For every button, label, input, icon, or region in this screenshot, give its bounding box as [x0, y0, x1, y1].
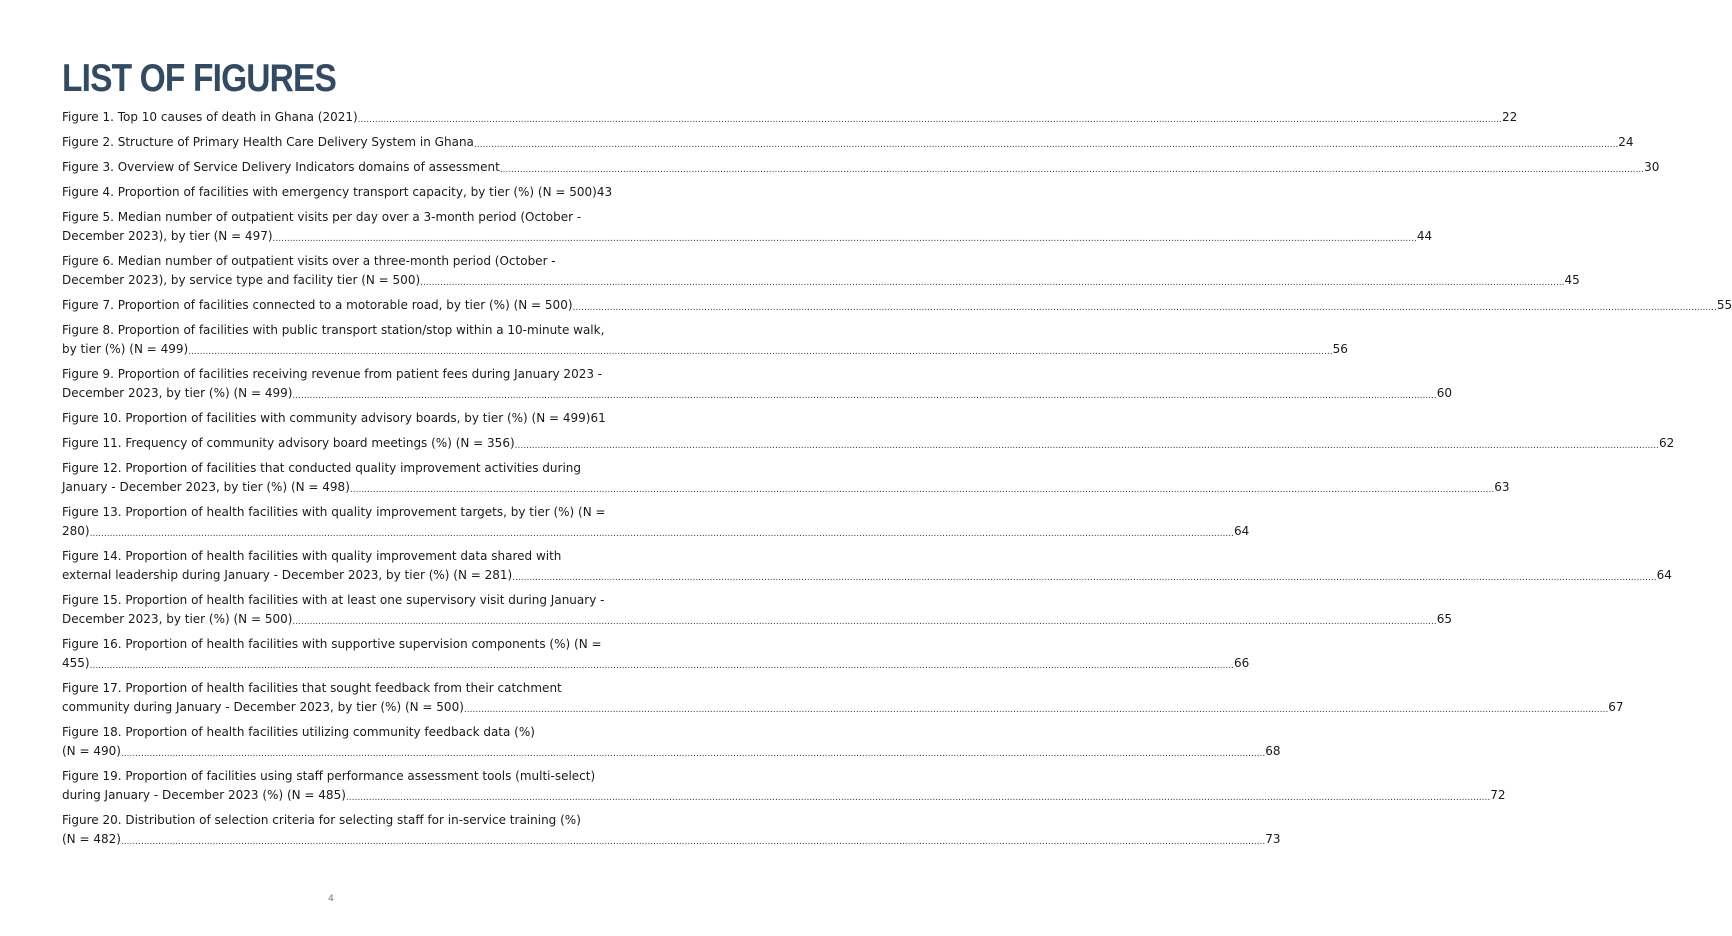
figure-entry[interactable] [62, 409, 606, 428]
figure-entry-text: Figure 1. Top 10 causes of death in Ghana (2021) [62, 110, 358, 124]
figure-page-number: 66 [1233, 656, 1250, 670]
dot-leader: ................................................................................................................................................................................................................................................................................................................................................................................................................ [473, 140, 1619, 150]
dot-leader: ................................................................................................................................................................................................................................................................................................................................................................................................................ [89, 529, 1234, 539]
figure-page-number: 62 [1658, 436, 1675, 450]
dot-leader: ................................................................................................................................................................................................................................................................................................................................................................................................................ [120, 837, 1266, 847]
dot-leader: ................................................................................................................................................................................................................................................................................................................................................................................................................ [514, 441, 1659, 451]
figure-page-number: 63 [1494, 480, 1510, 494]
figure-entry-text: (N = 482) [62, 832, 121, 846]
figure-page-number: 73 [1265, 832, 1281, 846]
dot-leader: ................................................................................................................................................................................................................................................................................................................................................................................................................ [463, 705, 1609, 715]
figure-entry[interactable] [62, 365, 1453, 403]
figure-page-number: 64 [1233, 524, 1250, 538]
figure-page-number: 24 [1618, 135, 1634, 149]
dot-leader: ................................................................................................................................................................................................................................................................................................................................................................................................................ [357, 115, 1503, 125]
figure-entry-text: December 2023), by tier (N = 497) [62, 229, 273, 243]
figure-entry[interactable] [62, 547, 1672, 585]
figure-entry-text: Figure 7. Proportion of facilities connected to a motorable road, by tier (%) (N = 500) [62, 298, 573, 312]
figure-entry-text: Figure 14. Proportion of health facilities with quality improvement data shared with [62, 549, 562, 563]
figure-page-number: 44 [1416, 229, 1433, 243]
figure-entry[interactable] [62, 434, 1675, 453]
dot-leader: ................................................................................................................................................................................................................................................................................................................................................................................................................ [188, 347, 1333, 357]
figure-entry-text: Figure 9. Proportion of facilities receiving revenue from patient fees during January 2023 - [62, 367, 603, 381]
dot-leader: ................................................................................................................................................................................................................................................................................................................................................................................................................ [420, 278, 1565, 288]
figure-entry[interactable] [62, 767, 1506, 805]
dot-leader: ................................................................................................................................................................................................................................................................................................................................................................................................................ [349, 485, 1495, 495]
figure-page-number: 65 [1436, 612, 1453, 626]
figure-entry-text: by tier (%) (N = 499) [62, 342, 189, 356]
figure-entry-text: 280) [62, 524, 90, 538]
figure-page-number: 43 [596, 185, 613, 199]
figure-entry-text: Figure 4. Proportion of facilities with emergency transport capacity, by tier (%) (N = 500) [62, 185, 597, 199]
figure-entry[interactable] [62, 591, 1453, 629]
figure-entry-text: December 2023, by tier (%) (N = 499) [62, 386, 293, 400]
figure-entry[interactable] [62, 503, 1250, 541]
figure-entry-text: Figure 5. Median number of outpatient visits per day over a 3-month period (October - [62, 210, 582, 224]
figure-entry-text: 455) [62, 656, 90, 670]
figure-entry-text: Figure 2. Structure of Primary Health Care Delivery System in Ghana [62, 135, 474, 149]
figure-list [62, 108, 1732, 855]
figure-entry[interactable] [62, 723, 1281, 761]
figure-page-number: 61 [590, 411, 606, 425]
figure-page-number: 22 [1502, 110, 1518, 124]
dot-leader: ................................................................................................................................................................................................................................................................................................................................................................................................................ [572, 303, 1717, 313]
figure-entry[interactable] [62, 158, 1660, 177]
page-title: LIST OF FIGURES [62, 57, 337, 100]
figure-entry[interactable] [62, 108, 1518, 127]
figure-page-number: 56 [1332, 342, 1348, 356]
figure-entry-text: Figure 10. Proportion of facilities with community advisory boards, by tier (%) (N = 499) [62, 411, 591, 425]
figure-entry[interactable] [62, 635, 1250, 673]
figure-entry[interactable] [62, 811, 1281, 849]
figure-entry-text: December 2023, by tier (%) (N = 500) [62, 612, 293, 626]
figure-entry-text: January - December 2023, by tier (%) (N = 498) [62, 480, 350, 494]
figure-entry-text: community during January - December 2023, by tier (%) (N = 500) [62, 700, 464, 714]
figure-entry-text: Figure 20. Distribution of selection criteria for selecting staff for in-service training (%) [62, 813, 581, 827]
figure-entry-text: Figure 16. Proportion of health facilities with supportive supervision components (%) (N = [62, 637, 602, 651]
figure-entry-text: Figure 12. Proportion of facilities that conducted quality improvement activities during [62, 461, 582, 475]
page-number: 4 [328, 894, 334, 904]
figure-entry-text: Figure 3. Overview of Service Delivery Indicators domains of assessment [62, 160, 500, 174]
dot-leader: ................................................................................................................................................................................................................................................................................................................................................................................................................ [292, 617, 1437, 627]
dot-leader: ................................................................................................................................................................................................................................................................................................................................................................................................................ [345, 793, 1491, 803]
figure-entry-text: during January - December 2023 (%) (N = 485) [62, 788, 346, 802]
figure-entry-text: Figure 8. Proportion of facilities with public transport station/stop within a 10-minute walk, [62, 323, 605, 337]
figure-entry[interactable] [62, 296, 1732, 315]
figure-entry[interactable] [62, 321, 1348, 359]
figure-page-number: 60 [1436, 386, 1453, 400]
figure-page-number: 30 [1644, 160, 1660, 174]
figure-page-number: 55 [1716, 298, 1732, 312]
dot-leader: ................................................................................................................................................................................................................................................................................................................................................................................................................ [89, 661, 1234, 671]
figure-entry-text: December 2023), by service type and facility tier (N = 500) [62, 273, 421, 287]
figure-entry[interactable] [62, 252, 1580, 290]
figure-entry-text: Figure 6. Median number of outpatient visits over a three-month period (October - [62, 254, 556, 268]
figure-entry-text: Figure 17. Proportion of health facilities that sought feedback from their catchment [62, 681, 562, 695]
dot-leader: ................................................................................................................................................................................................................................................................................................................................................................................................................ [272, 234, 1417, 244]
figure-entry[interactable] [62, 208, 1433, 246]
figure-page-number: 45 [1564, 273, 1580, 287]
figure-entry-text: Figure 19. Proportion of facilities using staff performance assessment tools (multi-select) [62, 769, 596, 783]
figure-entry[interactable] [62, 459, 1510, 497]
dot-leader: ................................................................................................................................................................................................................................................................................................................................................................................................................ [512, 573, 1657, 583]
figure-entry[interactable] [62, 133, 1634, 152]
figure-entry-text: Figure 15. Proportion of health facilities with at least one supervisory visit during January - [62, 593, 605, 607]
figure-page-number: 68 [1265, 744, 1281, 758]
dot-leader: ................................................................................................................................................................................................................................................................................................................................................................................................................ [292, 391, 1437, 401]
figure-entry[interactable] [62, 679, 1624, 717]
figure-entry[interactable] [62, 183, 613, 202]
figure-entry-text: Figure 11. Frequency of community advisory board meetings (%) (N = 356) [62, 436, 515, 450]
figure-page-number: 72 [1490, 788, 1506, 802]
dot-leader: ................................................................................................................................................................................................................................................................................................................................................................................................................ [499, 165, 1645, 175]
figure-page-number: 67 [1608, 700, 1624, 714]
dot-leader: ................................................................................................................................................................................................................................................................................................................................................................................................................ [120, 749, 1266, 759]
figure-entry-text: Figure 18. Proportion of health facilities utilizing community feedback data (%) [62, 725, 535, 739]
figure-page-number: 64 [1656, 568, 1672, 582]
figure-entry-text: Figure 13. Proportion of health facilities with quality improvement targets, by tier (%) (N = [62, 505, 606, 519]
figure-entry-text: external leadership during January - December 2023, by tier (%) (N = 281) [62, 568, 513, 582]
figure-entry-text: (N = 490) [62, 744, 121, 758]
